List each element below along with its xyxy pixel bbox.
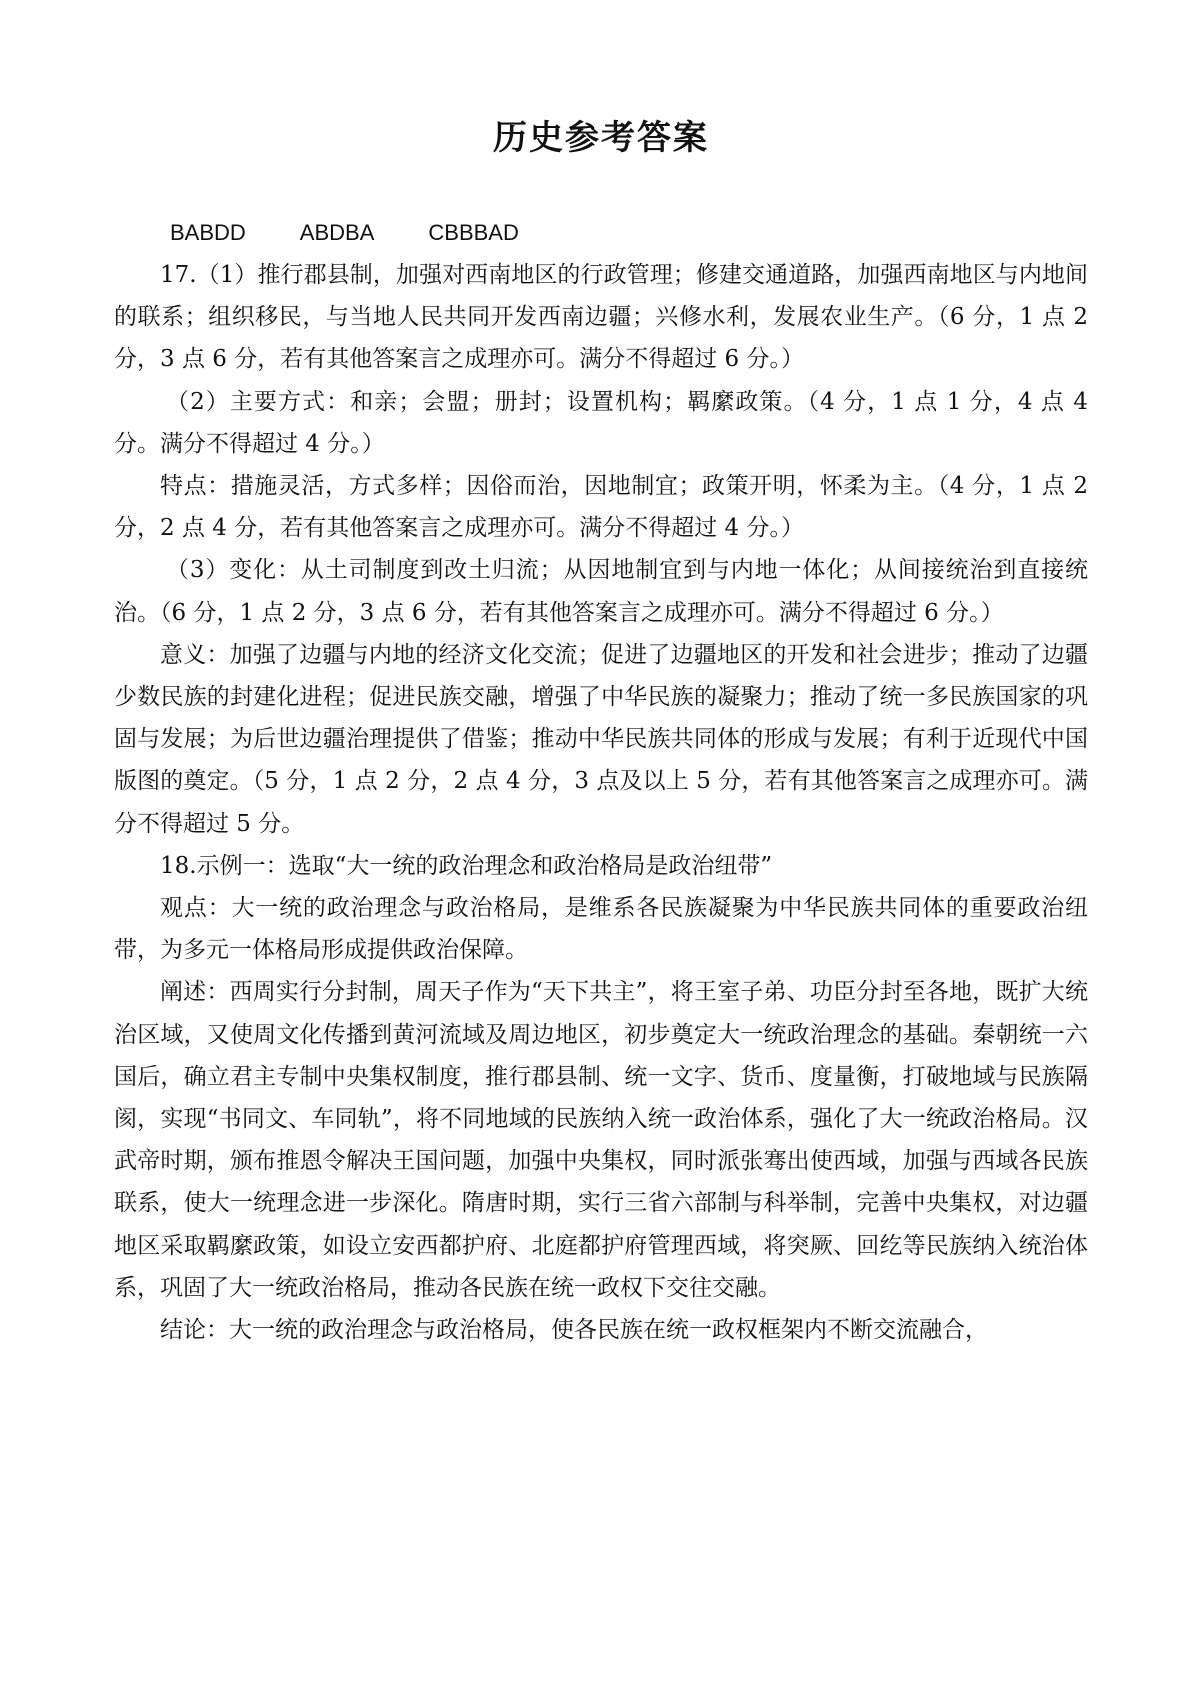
q18-viewpoint: 观点：大一统的政治理念与政治格局，是维系各民族凝聚为中华民族共同体的重要政治纽带，为多元一体格局形成提供政治保障。 (114, 895, 1088, 964)
answer-group-3: CBBBAD (428, 220, 519, 245)
q17-part1: 17.（1）推行郡县制，加强对西南地区的行政管理；修建交通道路，加强西南地区与内地间的联系；组织移民，与当地人民共同开发西南边疆；兴修水利，发展农业生产。（6 分，1 点 2 分，3 点 6 分，若有其他答案言之成理亦可。满分不得超过 6 分。） (114, 262, 1088, 373)
answer-group-2: ABDBA (299, 220, 375, 245)
q17-part2-features: 特点：措施灵活，方式多样；因俗而治，因地制宜；政策开明，怀柔为主。（4 分，1 点 2 分，2 点 4 分，若有其他答案言之成理亦可。满分不得超过 4 分。） (114, 473, 1088, 542)
page-title: 历史参考答案 (493, 118, 709, 158)
multiple-choice-answers (114, 212, 1088, 254)
q18-conclusion: 结论：大一统的政治理念与政治格局，使各民族在统一政权框架内不断交流融合， (160, 1317, 988, 1344)
q18-elaboration: 阐述：西周实行分封制，周天子作为“天下共主”，将王室子弟、功臣分封至各地，既扩大统治区域，又使周文化传播到黄河流域及周边地区，初步奠定大一统政治理念的基础。秦朝统一六国后，确立君主专制中央集权制度，推行郡县制、统一文字、货币、度量衡，打破地域与民族隔阂，实现“书同文、车同轨”，将不同地域的民族纳入统一政治体系，强化了大一统政治格局。汉武帝时期，颁布推恩令解决王国问题，加强中央集权，同时派张骞出使西域，加强与西域各民族联系，使大一统理念进一步深化。隋唐时期，实行三省六部制与科举制，完善中央集权，对边疆地区采取羁縻政策，如设立安西都护府、北庭都护府管理西域，将突厥、回纥等民族纳入统治体系，巩固了大一统政治格局，推动各民族在统一政权下交往交融。 (114, 979, 1088, 1301)
q17-part2-methods: （2）主要方式：和亲；会盟；册封；设置机构；羁縻政策。（4 分，1 点 1 分，4 点 4 分。满分不得超过 4 分。） (114, 388, 1088, 457)
q18-example-heading: 18.示例一：选取“大一统的政治理念和政治格局是政治纽带” (160, 852, 773, 879)
q17-part3-changes: （3）变化：从土司制度到改土归流；从因地制宜到与内地一体化；从间接统治到直接统治。（6 分，1 点 2 分，3 点 6 分，若有其他答案言之成理亦可。满分不得超过 6 分。） (114, 557, 1088, 626)
q17-part3-significance: 意义：加强了边疆与内地的经济文化交流；促进了边疆地区的开发和社会进步；推动了边疆少数民族的封建化进程；促进民族交融，增强了中华民族的凝聚力；推动了统一多民族国家的巩固与发展；为后世边疆治理提供了借鉴；推动中华民族共同体的形成与发展；有利于近现代中国版图的奠定。（5 分，1 点 2 分，2 点 4 分，3 点及以上 5 分，若有其他答案言之成理亦可。满分不得超过 5 分。 (114, 641, 1088, 837)
answer-group-1: BABDD (170, 220, 246, 245)
